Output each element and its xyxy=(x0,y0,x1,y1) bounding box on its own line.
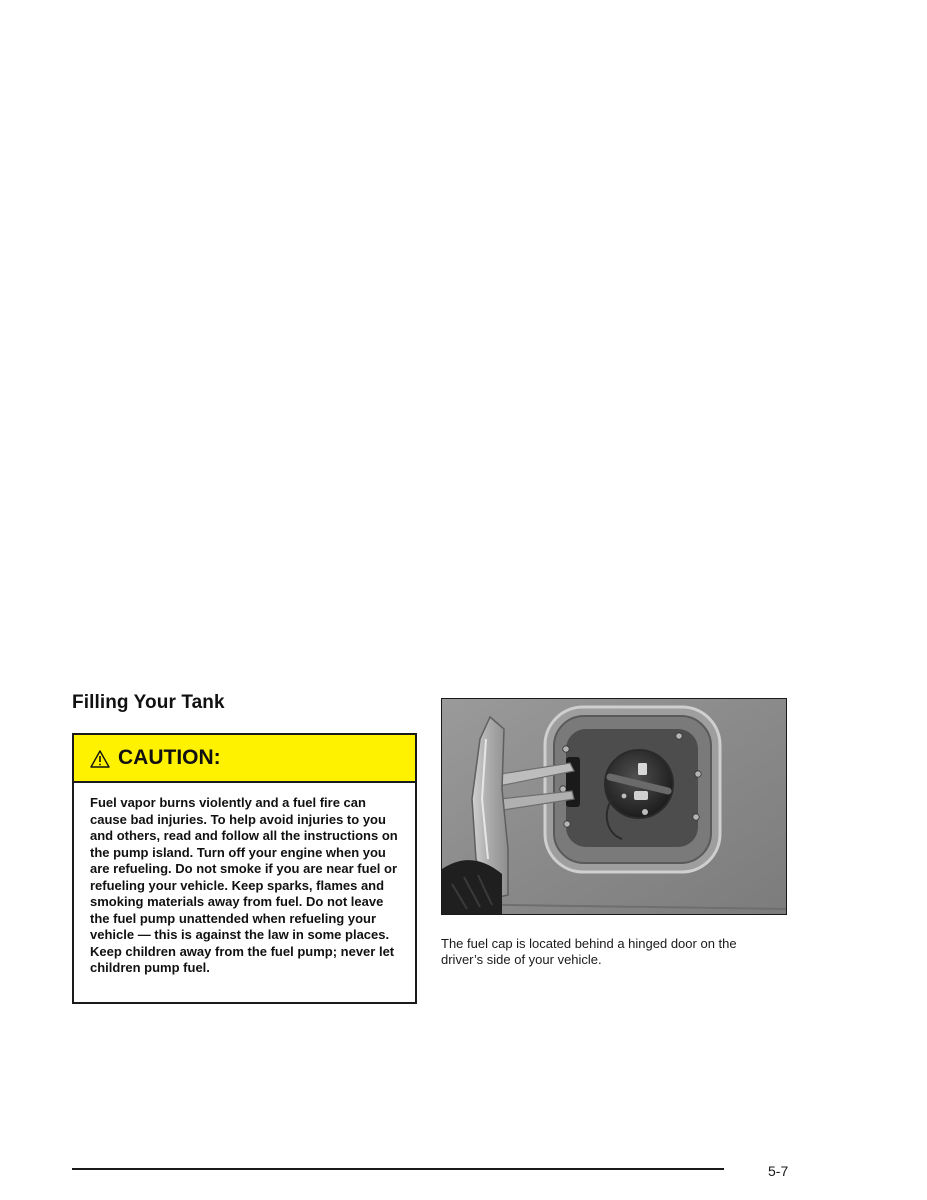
section-title: Filling Your Tank xyxy=(72,692,225,713)
caution-label: CAUTION: xyxy=(118,746,221,769)
caution-box xyxy=(72,733,417,1004)
figure-caption: The fuel cap is located behind a hinged door on the driver’s side of your vehicle. xyxy=(441,936,737,967)
caution-text: Fuel vapor burns violently and a fuel fire can cause bad injuries. To help avoid injuries to you and others, read and follow all the instructions on the pump island. Turn off your engine when you are refueling. Do not smoke if you are near fuel or refueling your vehicle. Keep sparks, flames and smoking materials away from fuel. Do not leave the fuel pump unattended when refueling your vehicle — this is against the law in some places. Keep children away from the fuel pump; never let children pump fuel. xyxy=(90,795,398,975)
warning-triangle-icon xyxy=(90,750,110,768)
fuel-door-photo xyxy=(441,698,787,915)
caution-header xyxy=(74,735,415,783)
footer-rule xyxy=(72,1168,724,1170)
page-number: 5-7 xyxy=(768,1163,789,1179)
